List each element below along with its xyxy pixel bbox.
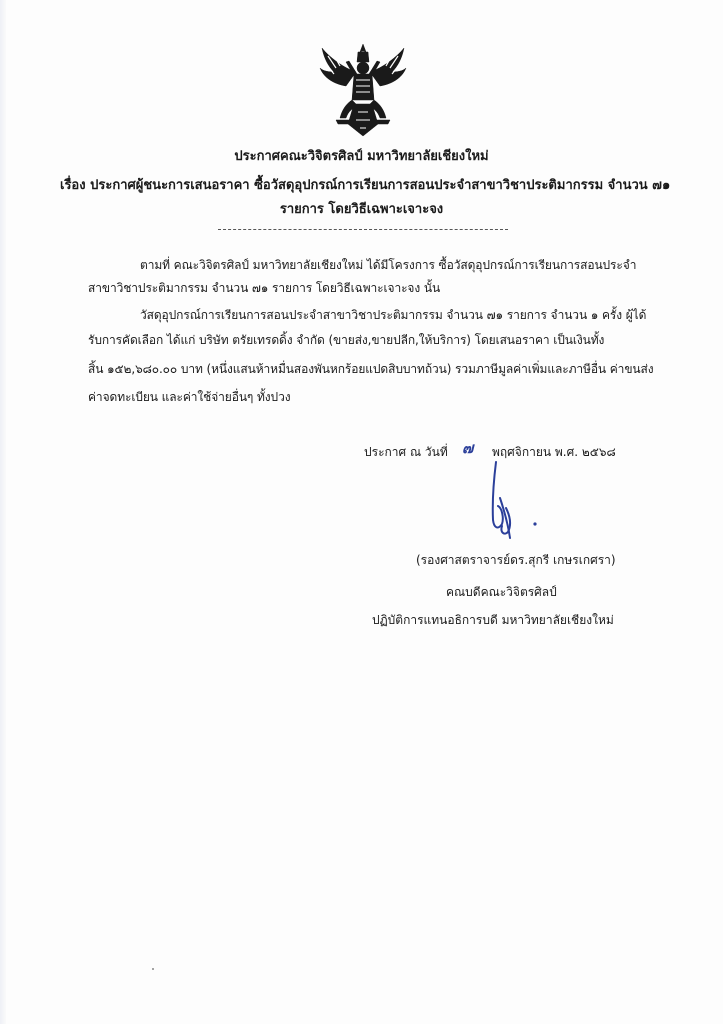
scan-edge xyxy=(0,0,6,1024)
handwritten-signature xyxy=(478,458,548,548)
paragraph-2-line-4: ค่าจดทะเบียน และค่าใช้จ่ายอื่นๆ ทั้งปวง xyxy=(88,390,291,404)
paragraph-1-line-2: สาขาวิชาประติมากรรม จำนวน ๗๑ รายการ โดยวิธีเฉพาะเจาะจง นั้น xyxy=(88,281,441,295)
separator-rule xyxy=(218,229,508,230)
announcement-title: ประกาศคณะวิจิตรศิลป์ มหาวิทยาลัยเชียงใหม่ xyxy=(234,149,489,164)
signatory-position: คณบดีคณะวิจิตรศิลป์ xyxy=(446,585,557,599)
announcement-day-handwritten: ๗ xyxy=(462,439,474,457)
paragraph-2-line-1: วัสดุอุปกรณ์การเรียนการสอนประจำสาขาวิชาประติมากรรม จำนวน ๗๑ รายการ จำนวน ๑ ครั้ง ผู้ได้ xyxy=(140,308,647,322)
subject-line-continued: รายการ โดยวิธีเฉพาะเจาะจง xyxy=(279,202,444,217)
scan-speck xyxy=(152,968,154,970)
announcement-month-year: พฤศจิกายน พ.ศ. ๒๕๖๘ xyxy=(492,445,616,459)
subject-line: เรื่อง ประกาศผู้ชนะการเสนอราคา ซื้อวัสดุอุปกรณ์การเรียนการสอนประจำสาขาวิชาประติมากรรม จำนวน ๗๑ xyxy=(60,178,671,193)
paragraph-2-line-3: สิ้น ๑๕๒,๖๘๐.๐๐ บาท (หนึ่งแสนห้าหมื่นสองพันหกร้อยแปดสิบบาทถ้วน) รวมภาษีมูลค่าเพิ่มและภาษีอื่น ค่าขนส่ง xyxy=(88,362,654,376)
paragraph-1-line-1: ตามที่ คณะวิจิตรศิลป์ มหาวิทยาลัยเชียงใหม่ ได้มีโครงการ ซื้อวัสดุอุปกรณ์การเรียนการสอนประจำ xyxy=(140,258,637,272)
garuda-emblem-icon xyxy=(316,42,410,142)
signatory-acting-position: ปฏิบัติการแทนอธิการบดี มหาวิทยาลัยเชียงใหม่ xyxy=(372,613,614,627)
paragraph-2-line-2: รับการคัดเลือก ได้แก่ บริษัท ตรัยเทรดดิ้ง จำกัด (ขายส่ง,ขายปลีก,ให้บริการ) โดยเสนอราคา เป็นเงินทั้ง xyxy=(88,333,605,347)
signatory-name: (รองศาสตราจารย์ดร.สุกรี เกษรเกศรา) xyxy=(416,553,616,567)
announcement-date-prefix: ประกาศ ณ วันที่ xyxy=(364,445,448,459)
